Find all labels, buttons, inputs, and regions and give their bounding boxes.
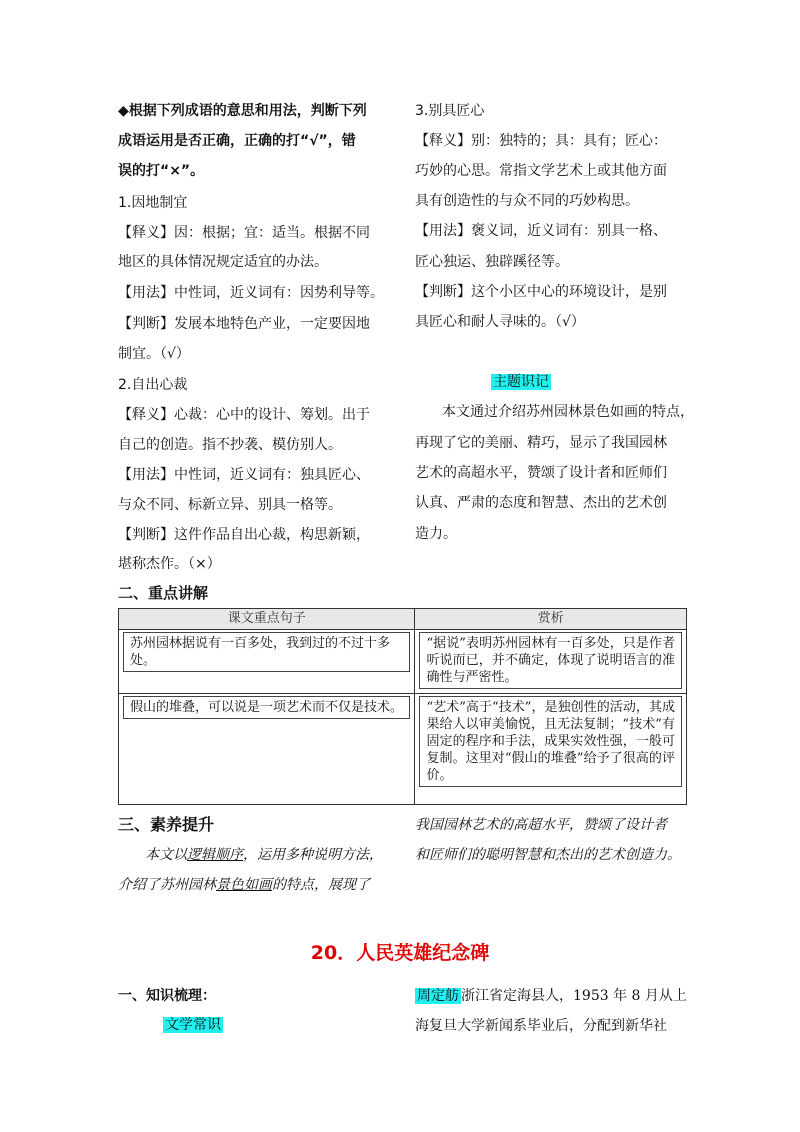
idiom2-heading: 2.自出心裁	[118, 377, 188, 393]
table-header-analysis: 赏析	[415, 609, 687, 630]
table-cell	[415, 694, 687, 805]
table-cell	[415, 630, 687, 694]
underlined-term: 景色如画	[216, 877, 272, 893]
text-segment: 的特点，展现了	[272, 877, 370, 893]
table-row	[119, 694, 687, 805]
analysis-text: “据说”表明苏州园林有一百多处，只是作者听说而已，并不确定，体现了说明语言的准确性与严密性。	[419, 632, 682, 689]
theme-line: 造力。	[415, 526, 457, 542]
section2-heading: 二、重点讲解	[118, 584, 209, 602]
table-header-row	[119, 609, 687, 630]
idiom2-line: 【释义】心裁：心中的设计、筹划。出于	[118, 407, 370, 423]
section3-right-line: 和匠师们的聪明智慧和杰出的艺术创造力。	[415, 847, 681, 863]
text-segment: 本文以	[145, 847, 187, 863]
literature-label-text: 文学常识	[165, 1017, 221, 1033]
section3-right-line: 我国园林艺术的高超水平，赞颂了设计者	[415, 817, 667, 833]
idiom3-line: 巧妙的心思。常指文学艺术上或其他方面	[415, 163, 667, 179]
knowledge-heading: 一、知识梳理：	[118, 988, 216, 1004]
theme-line: 再现了它的美丽、精巧，显示了我国园林	[415, 435, 667, 451]
theme-line: 本文通过介绍苏州园林景色如画的特点，	[442, 404, 694, 420]
table-cell	[119, 694, 415, 805]
text-segment: ，运用多种说明方法，	[243, 847, 383, 863]
idiom2-line: 与众不同、标新立异、别具一格等。	[118, 497, 342, 513]
table-cell	[119, 630, 415, 694]
section3-left-line-1	[145, 845, 383, 865]
author-line-1	[415, 986, 687, 1006]
idiom2-line: 【用法】中性词，近义词有：独具匠心、	[118, 467, 370, 483]
idiom1-line: 【释义】因：根据；宜：适当。根据不同	[118, 225, 370, 241]
idiom2-line: 堪称杰作。（×）	[118, 556, 221, 572]
idiom1-line: 地区的具体情况规定适宜的办法。	[118, 254, 328, 270]
idiom2-line: 自己的创造。指不抄袭、模仿别人。	[118, 437, 342, 453]
idiom3-heading: 3.别具匠心	[415, 103, 485, 119]
theme-label	[491, 372, 551, 392]
analysis-text: “艺术”高于“技术”，是独创性的活动，其成果给人以审美愉悦，且无法复制；“技术”有固定的程序和手法，成果实效性强，一般可复制。这里对“假山的堆叠”给予了很高的评价。	[419, 696, 682, 787]
section3-heading: 三、素养提升	[118, 815, 215, 834]
idiom1-line: 【用法】中性词，近义词有：因势利导等。	[118, 285, 384, 301]
text-segment: 介绍了苏州园林	[118, 877, 216, 893]
table-row	[119, 630, 687, 694]
lesson-title: 20．人民英雄纪念碑	[310, 942, 490, 964]
idiom3-line: 【释义】别：独特的；具：具有；匠心：	[415, 133, 667, 149]
sentence-text: 假山的堆叠，可以说是一项艺术而不仅是技术。	[123, 696, 410, 719]
literature-label	[163, 1015, 223, 1035]
instruction-line-1: ◆根据下列成语的意思和用法，判断下列	[118, 103, 367, 119]
idiom3-line: 匠心独运、独辟蹊径等。	[415, 254, 569, 270]
instruction-line-2: 成语运用是否正确，正确的打“√”，错	[118, 133, 356, 149]
idiom3-line: 【用法】褒义词，近义词有：别具一格、	[415, 223, 667, 239]
idiom1-line: 【判断】发展本地特色产业，一定要因地	[118, 316, 370, 332]
theme-label-text: 主题识记	[493, 374, 549, 390]
instruction-line-3: 误的打“×”。	[118, 163, 205, 179]
table-header-sentence: 课文重点句子	[119, 609, 415, 630]
theme-line: 艺术的高超水平，赞颂了设计者和匠师们	[415, 465, 667, 481]
author-line-2: 海复旦大学新闻系毕业后，分配到新华社	[415, 1018, 667, 1034]
idiom3-line: 具匠心和耐人寻味的。（√）	[415, 314, 585, 330]
idiom3-line: 具有创造性的与众不同的巧妙构思。	[415, 193, 639, 209]
sentence-text: 苏州园林据说有一百多处，我到过的不过十多处。	[123, 632, 410, 672]
idiom1-line: 制宜。（√）	[118, 346, 190, 362]
idiom1-heading: 1.因地制宜	[118, 195, 188, 211]
author-line-1-rest: 浙江省定海县人，1953 年 8 月从上	[461, 988, 687, 1004]
idiom3-line: 【判断】这个小区中心的环境设计，是别	[415, 284, 667, 300]
section3-left-line-2	[118, 875, 370, 895]
idiom2-line: 【判断】这件作品自出心裁，构思新颖，	[118, 527, 370, 543]
analysis-table	[118, 608, 687, 805]
theme-line: 认真、严肃的态度和智慧、杰出的艺术创	[415, 495, 667, 511]
author-name: 周定舫	[417, 988, 459, 1004]
underlined-term: 逻辑顺序	[187, 847, 243, 863]
